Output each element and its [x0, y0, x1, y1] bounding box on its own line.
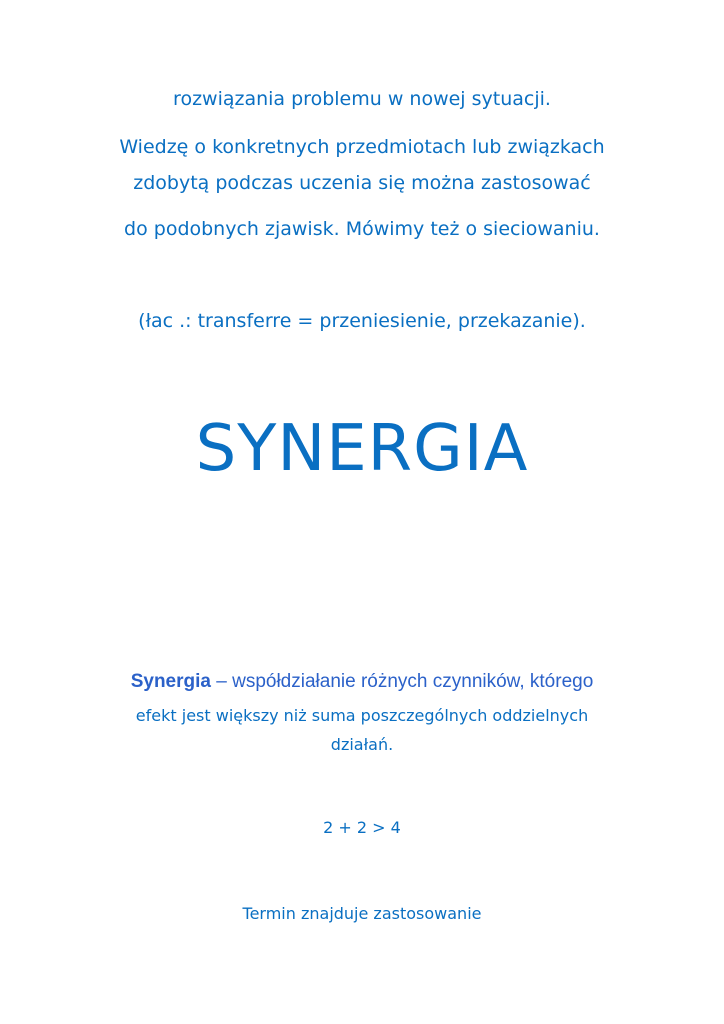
- footer-text: Termin znajduje zastosowanie: [242, 904, 482, 923]
- definition-line-3: działań.: [330, 735, 394, 754]
- latin-note: (łac .: transferre = przeniesienie, przekazanie).: [138, 310, 586, 332]
- definition-term: Synergia: [130, 671, 211, 692]
- definition-line-1: [0, 671, 724, 693]
- page-title: SYNERGIA: [195, 412, 529, 486]
- formula: 2 + 2 > 4: [323, 818, 401, 837]
- paragraph-line-4: do podobnych zjawisk. Mówimy też o sieciowaniu.: [124, 218, 600, 240]
- definition-line-2: efekt jest większy niż suma poszczególnych oddzielnych: [135, 706, 589, 725]
- paragraph-line-1: rozwiązania problemu w nowej sytuacji.: [173, 88, 551, 110]
- definition-text: – współdziałanie różnych czynników, którego: [210, 671, 594, 692]
- paragraph-line-2: Wiedzę o konkretnych przedmiotach lub związkach: [119, 136, 605, 158]
- paragraph-line-3: zdobytą podczas uczenia się można zastosować: [133, 172, 591, 194]
